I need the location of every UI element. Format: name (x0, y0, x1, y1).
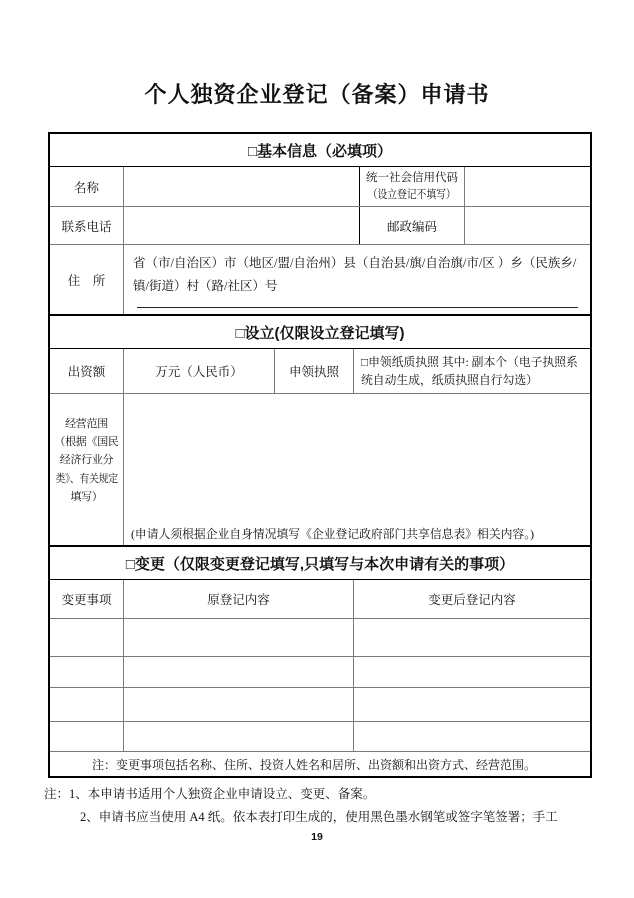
change-table-cell (354, 722, 590, 751)
credit-code-value-cell (465, 167, 590, 206)
scope-label-line3: 经济行业分 (59, 454, 114, 467)
name-value-cell (124, 167, 360, 206)
change-table-cell (50, 619, 124, 656)
change-table-cell (50, 688, 124, 721)
application-form-table (48, 132, 592, 778)
business-scope-content-cell (124, 394, 590, 545)
credit-code-label (360, 167, 465, 206)
change-column-after: 变更后登记内容 (428, 593, 516, 607)
business-scope-note: (申请人须根据企业自身情况填写《企业登记政府部门共享信息表》相关内容。) (131, 527, 535, 541)
section-header-establishment: □设立(仅限设立登记填写) (50, 314, 590, 349)
row-phone (50, 207, 590, 245)
change-table-header-row (50, 580, 590, 619)
change-column-item: 变更事项 (50, 580, 124, 618)
row-name (50, 167, 590, 207)
scope-label-line1: 经营范围 (65, 418, 108, 431)
phone-value-cell (124, 207, 360, 244)
license-option-text: □申领纸质执照 其中: 副本个（电子执照系统自动生成，纸质执照自行勾选） (361, 354, 578, 387)
change-table-row (50, 722, 590, 752)
credit-code-label-line1: 统一社会信用代码 (366, 171, 458, 184)
change-table-row (50, 688, 590, 722)
change-table-row (50, 619, 590, 657)
change-table-cell (354, 657, 590, 687)
section-header-basic-info: □基本信息（必填项） (50, 134, 590, 167)
footnote-1: 注：1、本申请书适用个人独资企业申请设立、变更、备案。 (44, 787, 376, 801)
change-note-row: 注：变更事项包括名称、住所、投资人姓名和居所、出资额和出资方式、经营范围。 (92, 757, 537, 772)
change-table-cell (354, 688, 590, 721)
change-table-rows (50, 619, 590, 752)
change-table-cell (50, 722, 124, 751)
change-table-cell (124, 619, 354, 656)
page-number: 19 (311, 831, 323, 843)
address-label: 住 所 (50, 245, 124, 314)
change-table-cell (50, 657, 124, 687)
address-content-cell (124, 245, 590, 314)
scope-label-line5: 填写） (70, 490, 103, 503)
footnotes (44, 783, 558, 828)
change-table-cell (124, 657, 354, 687)
footnote-2: 2、申请书应当使用 A4 纸。依本表打印生成的，使用黑色墨水钢笔或签字笔签署；手工 (80, 809, 558, 824)
address-template-text: 省（市/自治区）市（地区/盟/自治州）县（自治县/旗/自治旗/市/区 ）乡（民族乡/镇/街道）村（路/社区）号 (133, 256, 577, 294)
change-table-cell (354, 619, 590, 656)
change-table-row (50, 657, 590, 688)
capital-label: 出资额 (50, 349, 124, 393)
row-business-scope (50, 394, 590, 545)
name-label: 名称 (50, 167, 124, 206)
row-address (50, 245, 590, 314)
row-capital (50, 349, 590, 394)
credit-code-label-line2: （设立登记不填写） (368, 188, 456, 201)
postal-code-label: 邮政编码 (360, 207, 465, 244)
scope-label-line4: 类》、有关规定 (55, 472, 118, 485)
change-table-cell (124, 722, 354, 751)
license-label: 申领执照 (275, 349, 354, 393)
page-title: 个人独资企业登记（备案）申请书 (144, 82, 490, 107)
scope-label-line2: （根据《国民 (54, 436, 119, 449)
capital-unit-label: 万元（人民币） (124, 349, 275, 393)
postal-code-value-cell (465, 207, 590, 244)
section-header-change: □变更（仅限变更登记填写,只填写与本次申请有关的事项） (50, 545, 590, 580)
phone-label: 联系电话 (50, 207, 124, 244)
change-table-cell (124, 688, 354, 721)
address-write-line (137, 307, 577, 308)
change-column-original: 原登记内容 (124, 580, 354, 618)
business-scope-label (50, 394, 124, 545)
